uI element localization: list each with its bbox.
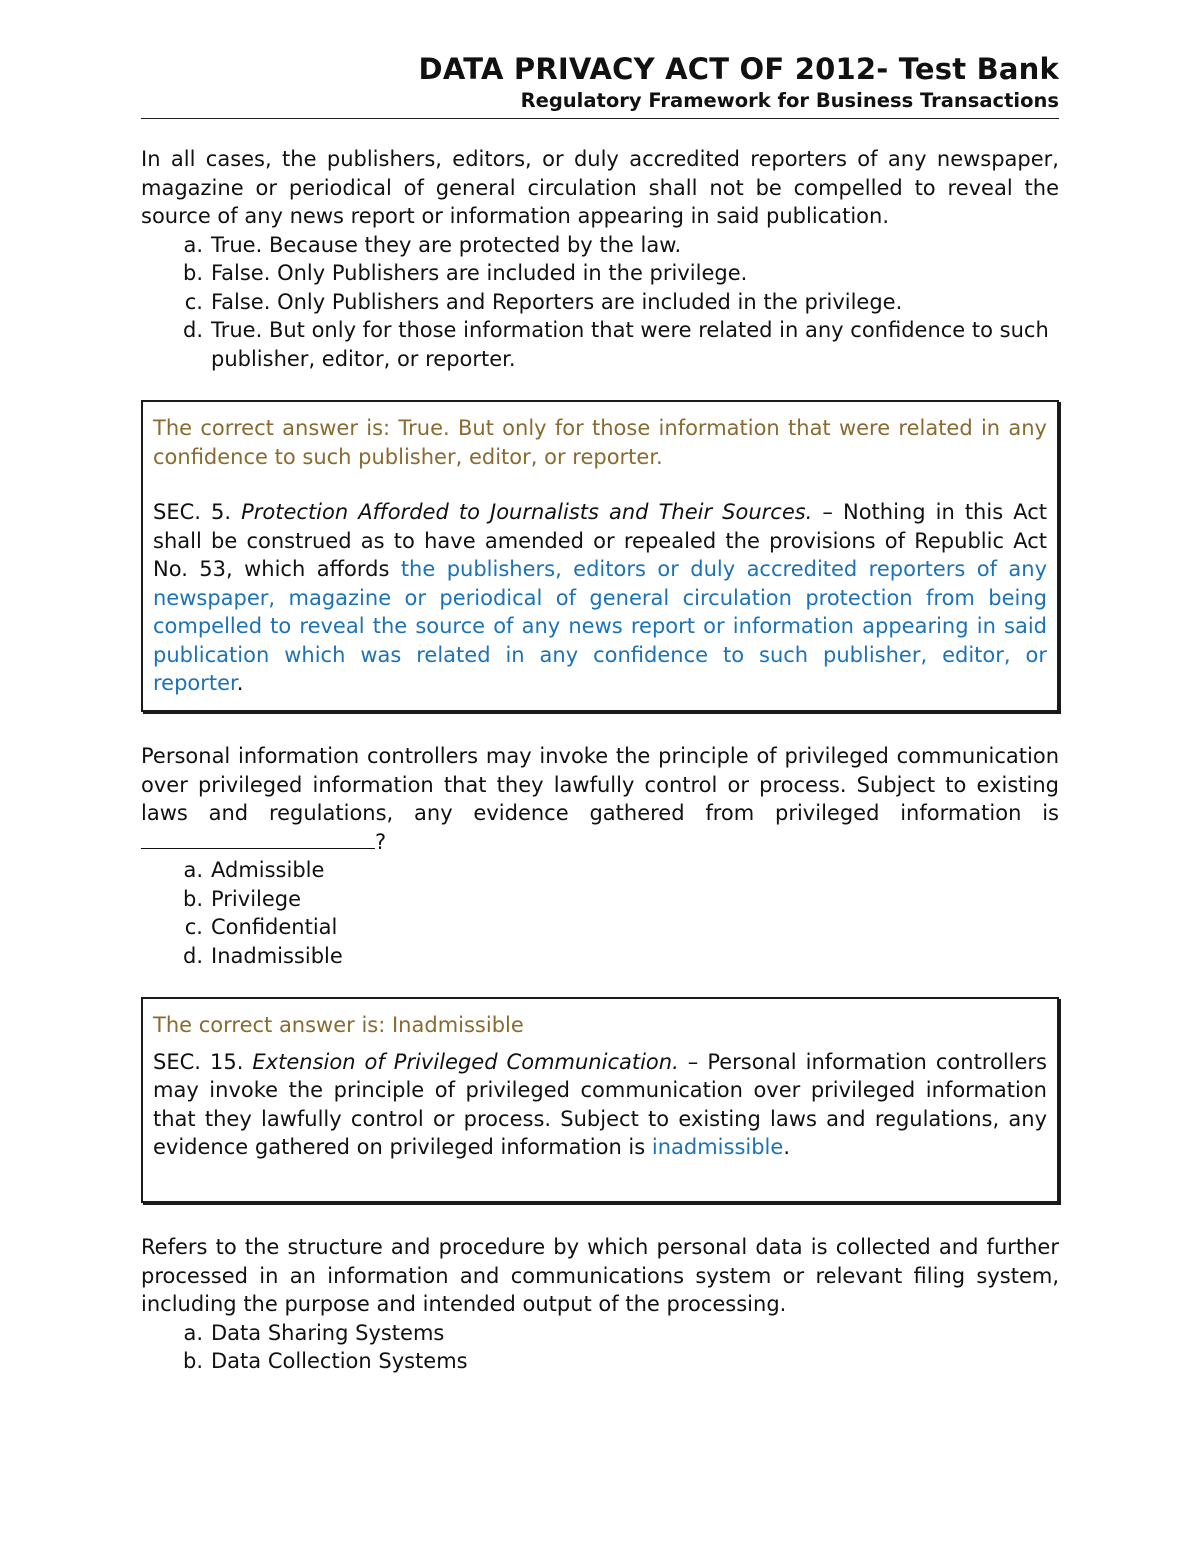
option-item — [141, 856, 1059, 885]
option-item — [141, 288, 1059, 317]
section-title: Extension of Privileged Communication. — [252, 1049, 679, 1074]
answer-box-1 — [141, 400, 1059, 712]
option-letter: b. — [182, 1349, 203, 1373]
question-3-options — [141, 1319, 1059, 1376]
option-text: True. But only for those information that were related in any confidence to such publisher, editor, or reporter. — [211, 318, 1049, 371]
option-letter: a. — [183, 1320, 203, 1345]
option-item — [141, 942, 1059, 971]
option-text: False. Only Publishers and Reporters are included in the privilege. — [211, 289, 903, 314]
section-end: . — [783, 1135, 790, 1159]
question-2-text — [141, 742, 1059, 856]
option-text: Data Collection Systems — [211, 1349, 468, 1373]
option-letter: c. — [184, 289, 203, 314]
option-item — [141, 1319, 1059, 1348]
question-1-text: In all cases, the publishers, editors, or duly accredited reporters of any newspaper, magazine or periodical of general circulation shall not be compelled to reveal the source of any news report or information appearing in said publication. — [141, 147, 1059, 228]
question-3-text: Refers to the structure and procedure by which personal data is collected and further processed in an information and communications system or relevant filing system, including the purpose and intended output of the processing. — [141, 1235, 1059, 1316]
legal-reference — [153, 498, 1047, 698]
option-letter: d. — [182, 943, 203, 968]
section-title: Protection Afforded to Journalists and Their Sources. — [241, 500, 813, 524]
correct-answer: The correct answer is: Inadmissible — [153, 1013, 524, 1037]
document-title: DATA PRIVACY ACT OF 2012- Test Bank — [418, 52, 1059, 86]
question-2-body: Personal information controllers may invoke the principle of privileged communication over privileged information that they lawfully control or process. Subject to existing laws and regulations, any evidence gathered from privileged information is — [141, 744, 1059, 825]
option-letter: a. — [183, 232, 203, 257]
option-letter: b. — [182, 261, 203, 285]
option-text: False. Only Publishers are included in the privilege. — [211, 261, 748, 285]
option-text: Data Sharing Systems — [211, 1320, 445, 1345]
option-item — [141, 913, 1059, 942]
question-2-end: ? — [375, 829, 387, 854]
section-number: SEC. 15. — [153, 1049, 244, 1074]
option-letter: a. — [183, 858, 203, 882]
section-body: – Nothing in this Act shall be construed as to have amended or repealed the provisions of Republic Act No. 53, which affords — [153, 500, 1047, 581]
option-text: Confidential — [211, 915, 338, 939]
page-header — [141, 50, 1059, 119]
option-item — [141, 259, 1059, 288]
question-1-options — [141, 231, 1059, 374]
option-item — [141, 316, 1059, 373]
document-subtitle: Regulatory Framework for Business Transactions — [520, 89, 1059, 112]
legal-reference — [153, 1048, 1047, 1162]
highlighted-text: inadmissible — [651, 1135, 784, 1159]
answer-box-2 — [141, 997, 1059, 1203]
option-text: Admissible — [211, 858, 325, 882]
option-text: Inadmissible — [211, 943, 343, 968]
highlighted-text: the publishers, editors or duly accredited reporters of any newspaper, magazine or periodical of general circulation protection from being compelled to reveal the source of any news report or information appearing in said publication which was related in any confidence to such publisher, editor, or reporter — [153, 557, 1047, 695]
answer-blank — [141, 828, 375, 849]
question-2-options — [141, 856, 1059, 970]
option-item — [141, 1347, 1059, 1376]
option-letter: c. — [184, 915, 203, 939]
option-letter: b. — [182, 886, 203, 911]
option-letter: d. — [182, 318, 203, 342]
option-item — [141, 885, 1059, 914]
option-text: True. Because they are protected by the law. — [211, 232, 682, 257]
option-item — [141, 231, 1059, 260]
header-divider — [141, 118, 1059, 119]
section-body: – Personal information controllers may invoke the principle of privileged communication over privileged information that they lawfully control or process. Subject to existing laws and regulations, any evidence gathered on privileged information is — [153, 1049, 1047, 1159]
document-page — [141, 50, 1059, 1376]
correct-answer: The correct answer is: True. But only for those information that were related in any confidence to such publisher, editor, or reporter. — [153, 416, 1047, 469]
section-end: . — [236, 671, 244, 695]
section-number: SEC. 5. — [153, 500, 232, 524]
option-text: Privilege — [211, 886, 302, 911]
